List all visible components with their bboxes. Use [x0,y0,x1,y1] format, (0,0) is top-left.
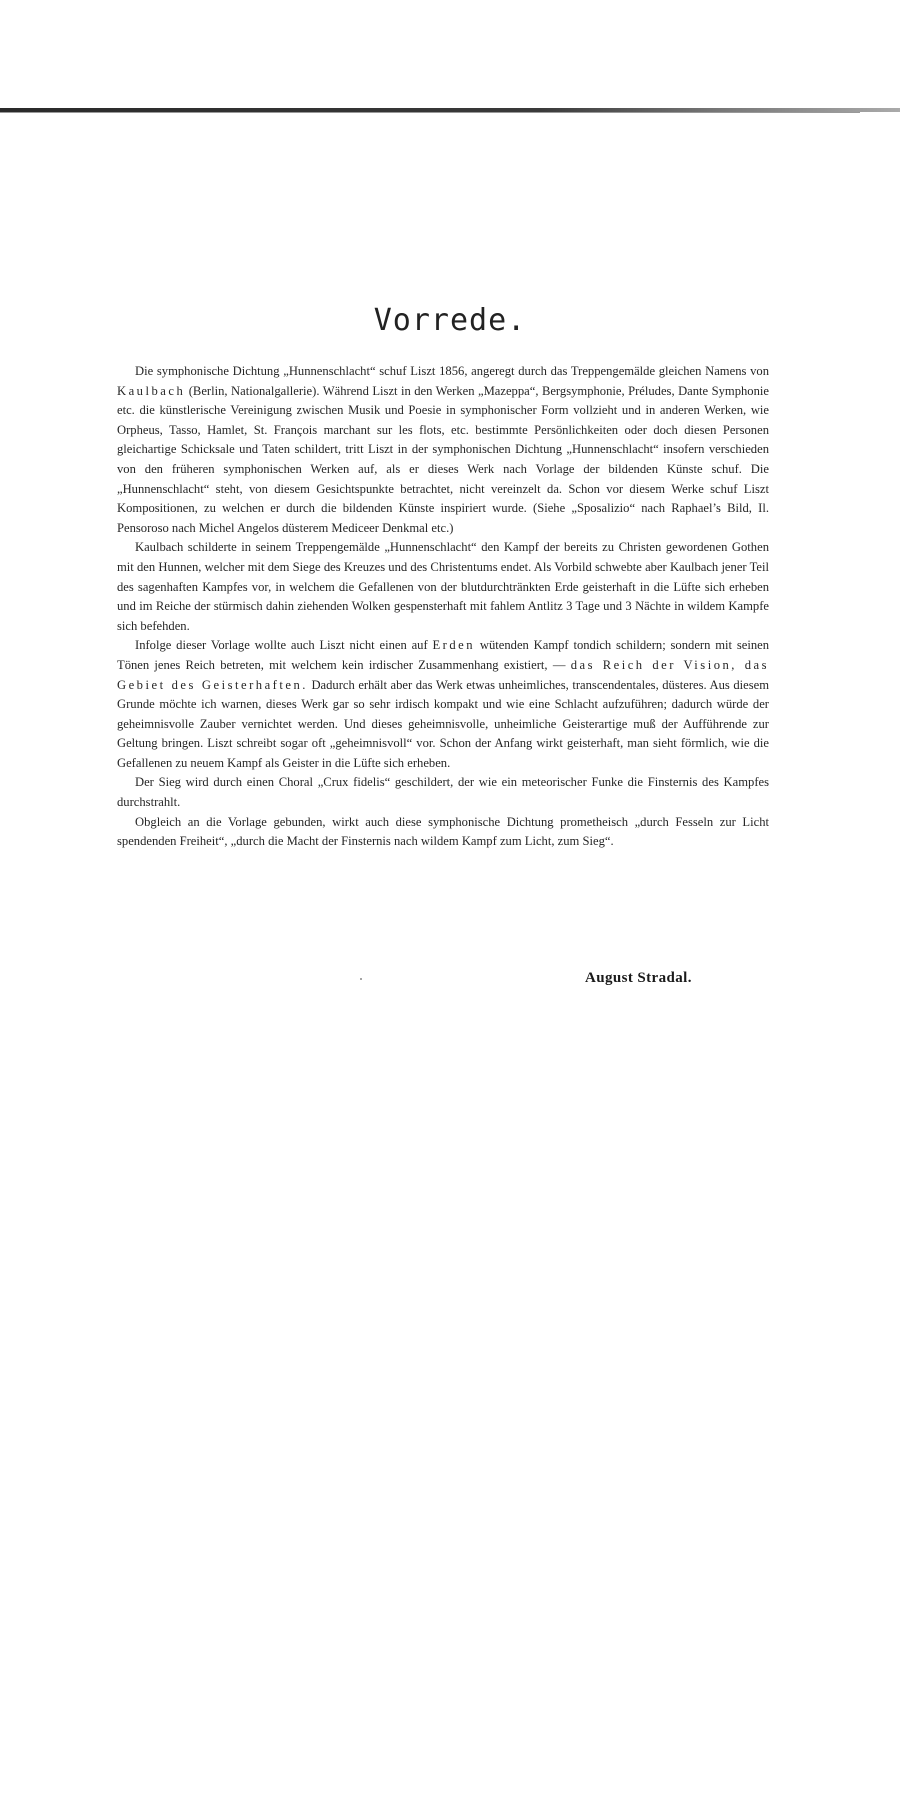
paragraph [117,773,769,812]
text-run: (Berlin, Nationalgallerie). Während Liszt in den Werken „Mazeppa“, Bergsymphonie, Préludes, Dante Symphonie etc. die künstlerische Vereinigung zwischen Musik und Poesie in symphonischer Form vollzieht und in anderen Werken, wie Orpheus, Tasso, Hamlet, St. François marchant sur les flots, etc. bestimmte Persönlichkeiten oder doch diesen Personen gleichartige Schicksale und Taten schildert, tritt Liszt in der symphonischen Dichtung „Hunnenschlacht“ insofern verschieden von den früheren symphonischen Werken auf, als er dieses Werk nach Vorlage der bildenden Künste schuf. Die „Hunnenschlacht“ steht, von diesem Gesichtspunkte betrachtet, nicht vereinzelt da. Schon vor diesem Werke schuf Liszt Kompositionen, zu welchen er durch die bildenden Künste inspiriert wurde. (Siehe „Sposalizio“ nach Raphael’s Bild, Il. Pensoroso nach Michel Angelos düsterem Mediceer Denkmal etc.) [117,383,769,535]
author-signature: August Stradal. [585,970,692,986]
paragraph [117,813,769,852]
text-run: Dadurch erhält aber das Werk etwas unheimliches, transcendentales, düsteres. Aus diesem Grunde möchte ich warnen, dieses Werk gar so sehr irdisch kompakt und wie eine Schlacht aufzuführen; dadurch würde der geheimnisvolle Zauber vernichtet werden. Und dieses geheimnisvolle, unheimliche Geisterartige muß der Aufführende zur Geltung bringen. Liszt schreibt sogar oft „geheimnisvoll“ vor. Schon der Anfang wirkt geisterhaft, man sieht förmlich, wie die Gefallenen zu neuem Kampf als Geister in die Lüfte sich erheben. [117,677,769,770]
emphasis-spaced-text: Kaulbach [117,383,186,398]
emphasis-spaced-text: Erden [432,638,476,653]
text-run: Obgleich an die Vorlage gebunden, wirkt auch diese symphonische Dichtung prometheisch „durch Fesseln zur Licht spendenden Freiheit“, „durch die Macht der Finsternis nach wildem Kampf zum Licht, zum Sieg“. [117,814,769,849]
paragraph [117,538,769,636]
page-title: Vorrede. [373,303,527,338]
paragraph [117,362,769,538]
speck [360,978,362,980]
paragraph [117,636,769,773]
text-run: Der Sieg wird durch einen Choral „Crux fidelis“ geschildert, der wie ein meteorischer Funke die Finsternis des Kampfes durchstrahlt. [117,775,769,810]
top-rule [0,108,900,112]
emphasis-spaced-text: das Reich der Vision, das Gebiet des Geisterhaften. [117,657,769,692]
text-run: Kaulbach schilderte in seinem Treppengemälde „Hunnenschlacht“ den Kampf der bereits zu Christen gewordenen Gothen mit den Hunnen, welcher mit dem Siege des Kreuzes und des Christentums endet. Als Vorbild schwebte aber Kaulbach jener Teil des sagenhaften Kampfes vor, in welchem die Gefallenen von der blutdurchtränkten Erde geisterhaft in die Lüfte sich erheben und im Reiche der stürmisch dahin ziehenden Wolken gespensterhaft mit fahlem Antlitz 3 Tage und 3 Nächte in wildem Kampfe sich befehden. [117,540,769,633]
text-run: wütenden Kampf tondich schildern; sondern mit seinen Tönen jenes Reich betreten, mit welchem kein irdischer Zusammenhang existiert, — [117,638,769,672]
text-run: Infolge dieser Vorlage wollte auch Liszt nicht einen auf [135,638,433,653]
preface-body [117,362,769,852]
text-run: Die symphonische Dichtung „Hunnenschlacht“ schuf Liszt 1856, angeregt durch das Treppengemälde gleichen Namens von [135,364,769,378]
